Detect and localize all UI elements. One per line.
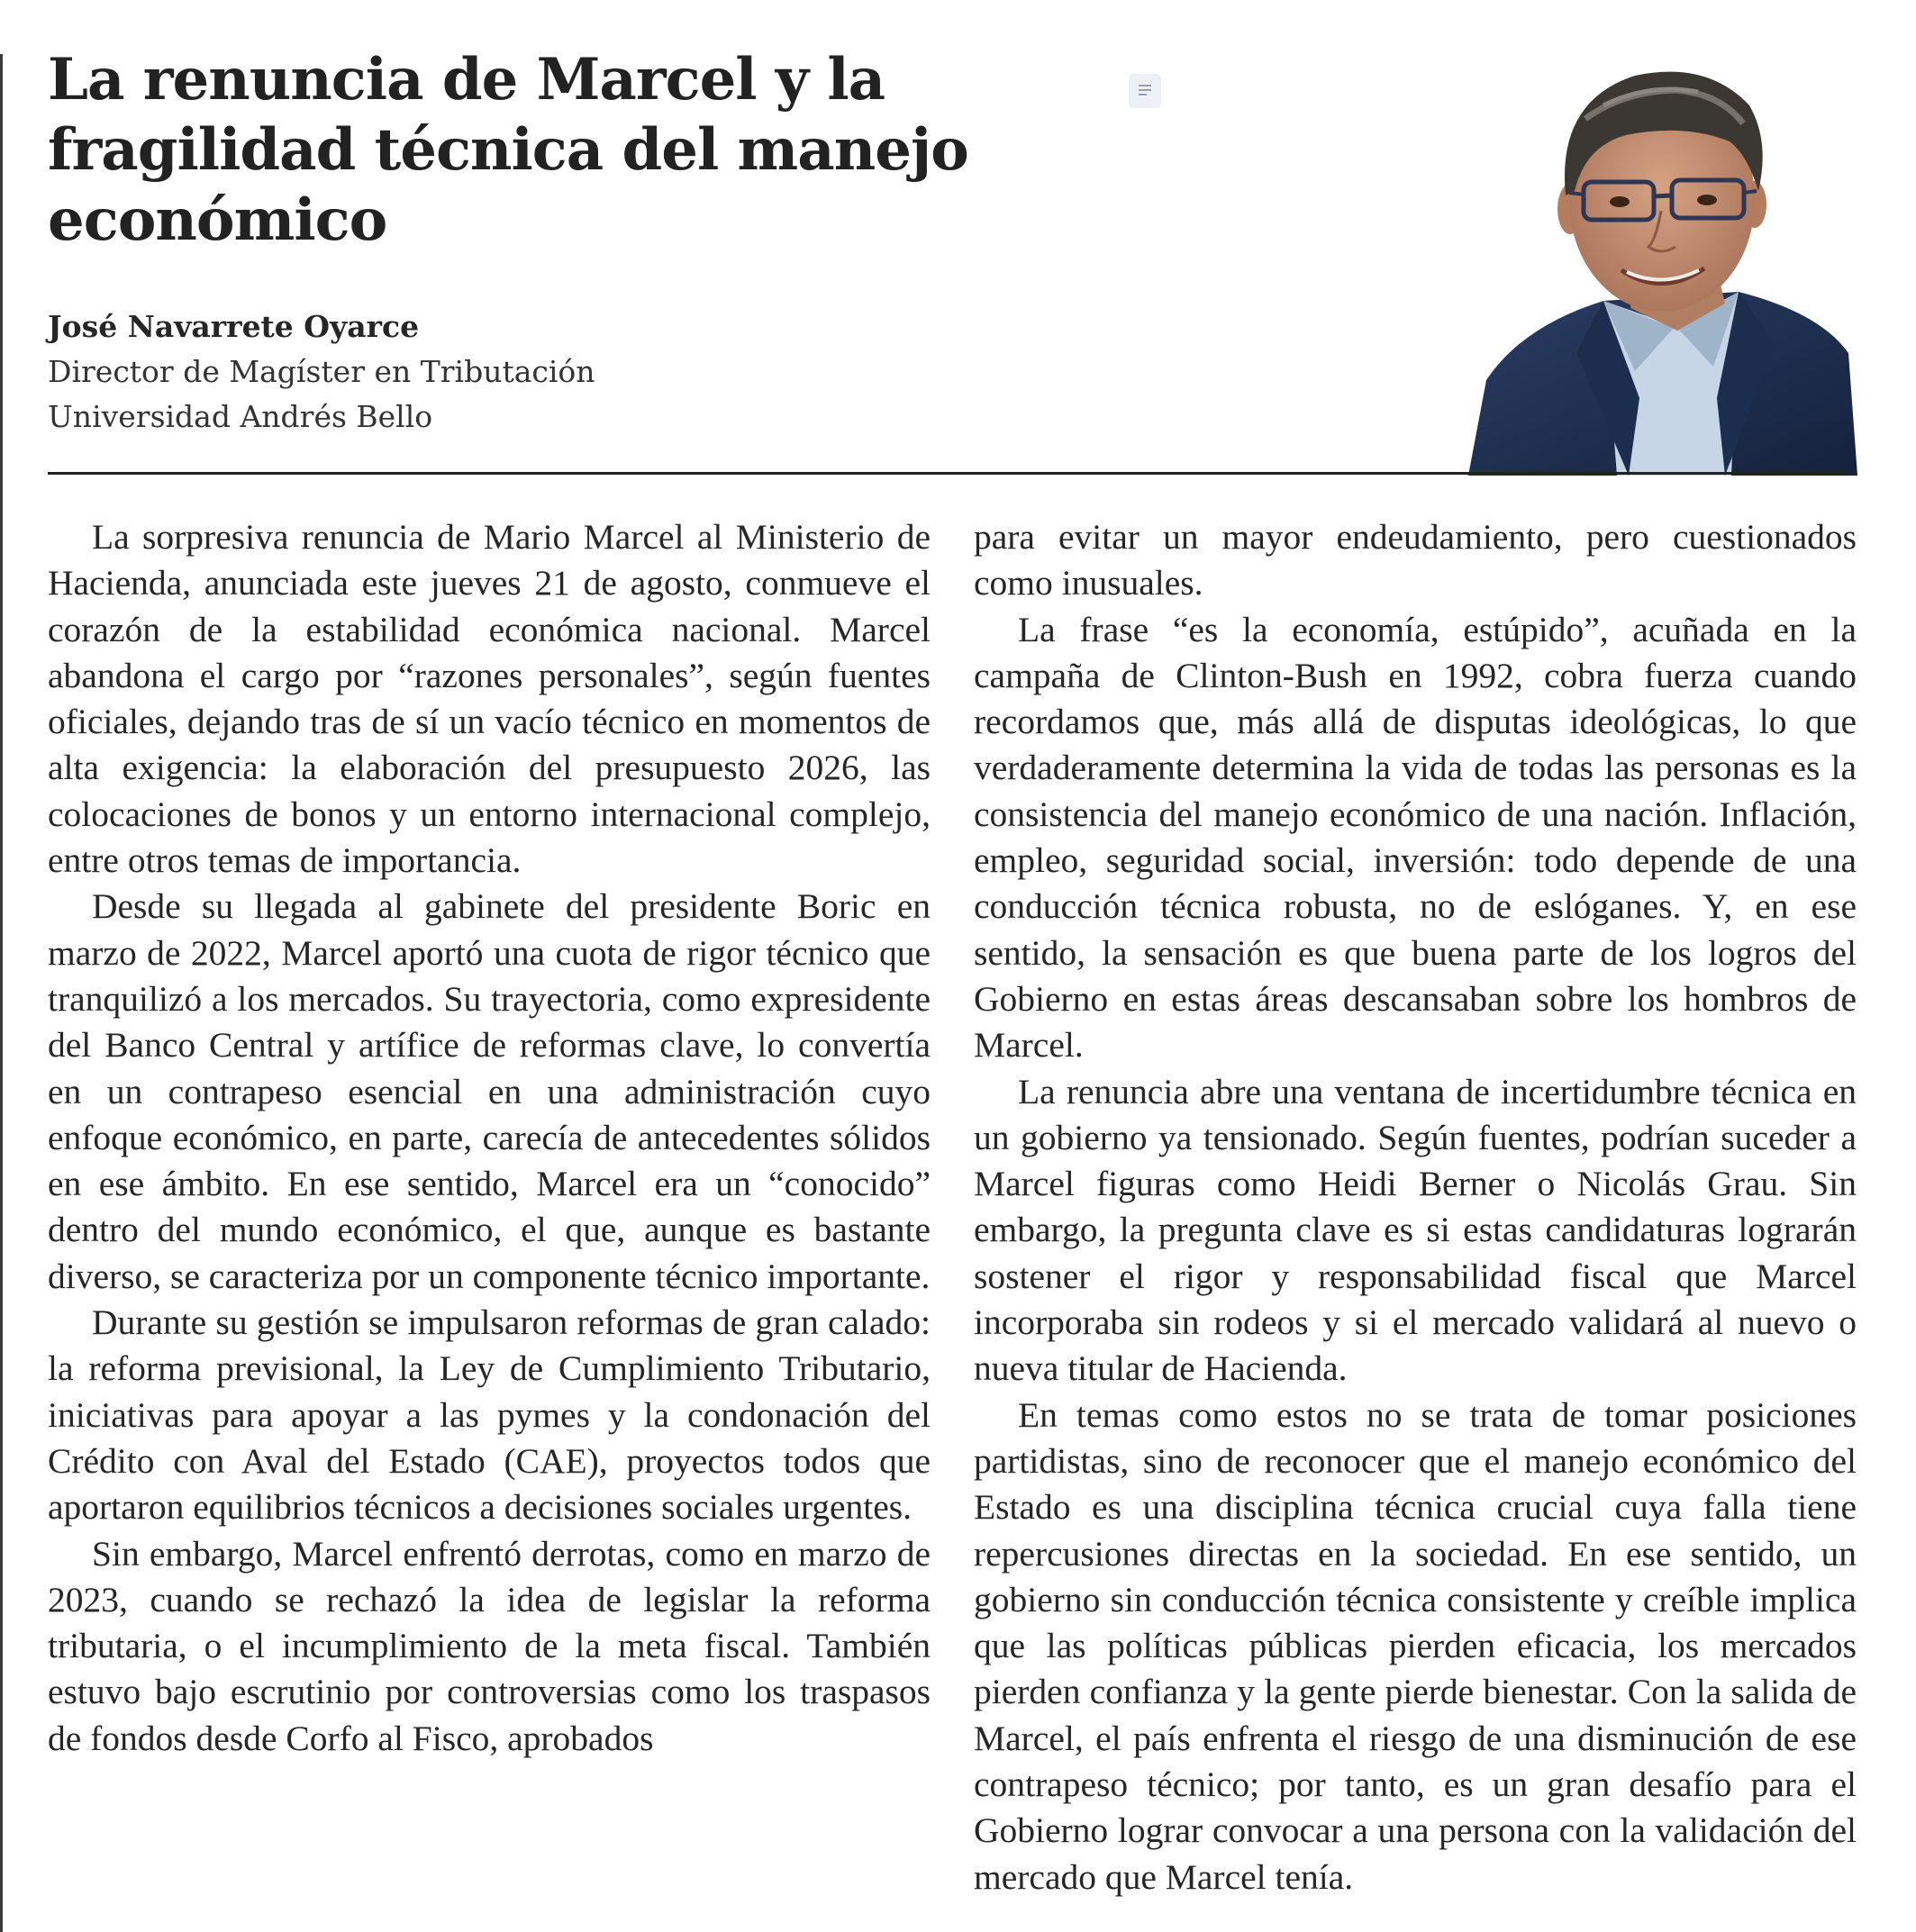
article-headline: La renuncia de Marcel y la fragilidad técnica del manejo económico <box>48 46 968 254</box>
author-portrait-photo <box>1468 56 1857 476</box>
article-column-left <box>48 514 931 1762</box>
paragraph: Desde su llegada al gabinete del presidente Boric en marzo de 2022, Marcel aportó una cuota de rigor técnico que tranquilizó a los mercados. Su trayectoria, como expresidente del Banco Central y artífice de reformas clave, lo convertía en un contrapeso esencial en una administración cuyo enfoque económico, en parte, carecía de antecedentes sólidos en ese ámbito. En ese sentido, Marcel era un “conocido” dentro del mundo económico, el que, aunque es bastante diverso, se caracteriza por un componente técnico importante. <box>48 886 931 1296</box>
paragraph: Sin embargo, Marcel enfrentó derrotas, como en marzo de 2023, cuando se rechazó la idea de legislar la reforma tributaria, o el incumplimiento de la meta fiscal. También estuvo bajo escrutinio por controversias como los traspasos de fondos desde Corfo al Fisco, aprobados <box>48 1533 931 1758</box>
note-icon[interactable] <box>1129 74 1161 108</box>
paragraph: La renuncia abre una ventana de incertidumbre técnica en un gobierno ya tensionado. Según fuentes, podrían suceder a Marcel figuras como Heidi Berner o Nicolás Grau. Sin embargo, la pregunta clave es si estas candidaturas lograrán sostener el rigor y responsabilidad fiscal que Marcel incorporaba sin rodeos y si el mercado validará al nuevo o nueva titular de Hacienda. <box>974 1071 1857 1389</box>
author-name: José Navarrete Oyarce <box>48 309 420 344</box>
article-column-right <box>974 514 1857 1900</box>
author-block <box>48 304 595 440</box>
header-divider <box>48 472 1857 475</box>
paragraph: Durante su gestión se impulsaron reformas de gran calado: la reforma previsional, la Ley de Cumplimiento Tributario, iniciativas para apoyar a las pymes y la condonación del Crédito con Aval del Estado (CAE), proyectos todos que aportaron equilibrios técnicos a decisiones sociales urgentes. <box>48 1302 931 1528</box>
paragraph-continuation: para evitar un mayor endeudamiento, pero cuestionados como inusuales. <box>974 517 1857 603</box>
paragraph: La frase “es la economía, estúpido”, acuñada en la campaña de Clinton-Bush en 1992, cobra fuerza cuando recordamos que, más allá de disputas ideológicas, lo que verdaderamente determina la vida de todas las personas es la consistencia del manejo económico de una nación. Inflación, empleo, seguridad social, inversión: todo depende de una conducción técnica robusta, no de eslóganes. Y, en ese sentido, la sensación es que buena parte de los logros del Gobierno en estas áreas descansaban sobre los hombros de Marcel. <box>974 609 1857 1066</box>
paragraph: En temas como estos no se trata de tomar posiciones partidistas, sino de reconocer que el manejo económico del Estado es una disciplina técnica crucial cuya falla tiene repercusiones directas en la sociedad. En ese sentido, un gobierno sin conducción técnica consistente y creíble implica que las políticas públicas pierden eficacia, los mercados pierden confianza y la gente pierde bienestar. Con la salida de Marcel, el país enfrenta el riesgo de una disminución de ese contrapeso técnico; por tanto, es un gran desafío para el Gobierno lograr convocar a una persona con la validación del mercado que Marcel tenía. <box>974 1394 1857 1897</box>
author-title: Director de Magíster en Tributación <box>48 354 595 389</box>
page-left-border <box>0 54 3 1932</box>
author-institution: Universidad Andrés Bello <box>48 399 433 434</box>
paragraph: La sorpresiva renuncia de Mario Marcel al Ministerio de Hacienda, anunciada este jueves 21 de agosto, conmueve el corazón de la estabilidad económica nacional. Marcel abandona el cargo por “razones personales”, según fuentes oficiales, dejando tras de sí un vacío técnico en momentos de alta exigencia: la elaboración del presupuesto 2026, las colocaciones de bonos y un entorno internacional complejo, entre otros temas de importancia. <box>48 517 931 881</box>
